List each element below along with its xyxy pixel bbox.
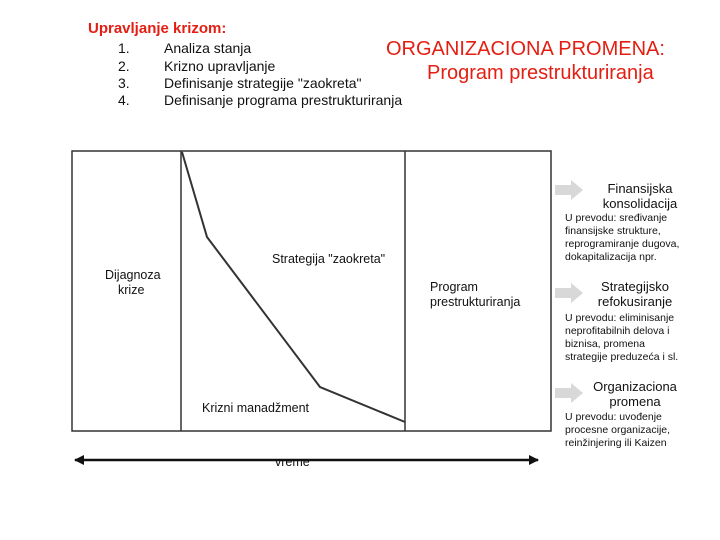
list-number: 3.: [118, 75, 130, 91]
strategy-label: Strategija "zaokreta": [272, 252, 386, 266]
side-item-heading: Strategijsko refokusiranje: [597, 279, 673, 309]
list-number: 4.: [118, 92, 130, 108]
program-label: Program prestrukturiranja: [430, 280, 521, 309]
side-item-description: U prevodu: uvođenje procesne organizacije, reinžinjering ili Kaizen: [565, 411, 671, 449]
diagnosis-label: Dijagnoza krize: [105, 268, 161, 297]
list-number: 1.: [118, 40, 130, 56]
time-label: vreme: [275, 455, 310, 469]
crisis-management-label: Krizni manadžment: [202, 401, 309, 415]
side-item-description: U prevodu: eliminisanje neprofitabilnih delova i biznisa, promena strategije preduzeća i sl.: [565, 312, 679, 363]
list-number: 2.: [118, 58, 130, 74]
side-item-heading: Organizaciona promena: [593, 379, 677, 409]
list-item-text: Definisanje strategije "zaokreta": [164, 75, 362, 91]
crisis-list-title: Upravljanje krizom:: [88, 20, 227, 37]
side-item-description: U prevodu: sređivanje finansijske strukture, reprogramiranje dugova, dokapitalizacija npr.: [565, 212, 680, 263]
heading-line-1: ORGANIZACIONA PROMENA:: [386, 38, 665, 60]
performance-curve: [182, 152, 405, 422]
list-item-text: Definisanje programa prestrukturiranja: [164, 92, 403, 108]
list-item-text: Krizno upravljanje: [164, 58, 276, 74]
heading-line-2: Program prestrukturiranja: [427, 62, 654, 84]
side-item-heading: Finansijska konsolidacija: [602, 181, 678, 211]
list-item-text: Analiza stanja: [164, 40, 252, 56]
